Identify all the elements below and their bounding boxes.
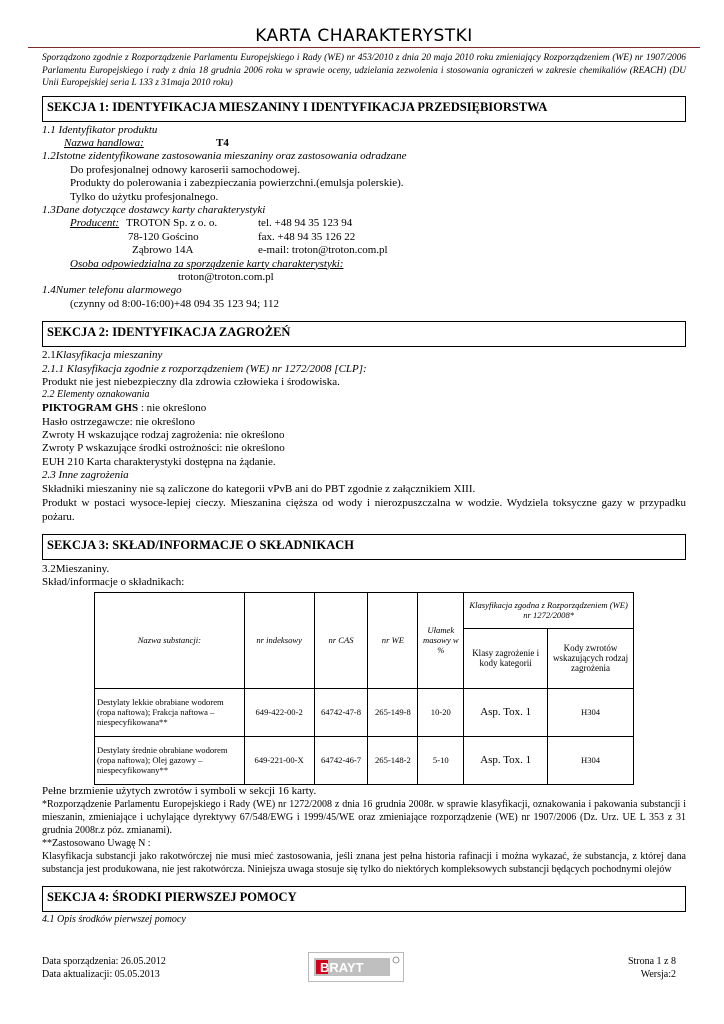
- col-classification: Klasyfikacja zgodna z Rozporządzeniem (WE) nr 1272/2008*: [464, 592, 634, 628]
- s2-euh: EUH 210 Karta charakterystyki dostępna na żądanie.: [42, 455, 276, 468]
- col-mass-fraction: Ułamek masowy w %: [418, 592, 464, 688]
- producer-name: TROTON Sp. z o. o.: [126, 217, 218, 230]
- s1-city-row: [42, 231, 686, 244]
- col-hazard-class: Klasy zagrożenie i kody kategorii: [464, 628, 548, 688]
- table-header-row: [95, 592, 634, 628]
- substance-class: Asp. Tox. 1: [464, 688, 548, 736]
- s2-labelling-heading: 2.2 Elementy oznakowania: [42, 389, 150, 401]
- s1-emergency-heading: 1.4Numer telefonu alarmowego: [42, 284, 182, 297]
- substances-table: [94, 592, 634, 785]
- s2-pictogram-row: [42, 402, 686, 415]
- s3-footnote-1: *Rozporządzenie Parlamentu Europejskiego i Rady (WE) nr 1272/2008 z dnia 16 grudnia 2008r. w sprawie klasyfikacji, oznakowania i pakowania substancji i mieszanin, zmieniające i uchylające dyrektywy 67/548/EWG i 1999/45/WE oraz zmieniające rozporządzenie (WE) nr 1907/2006 (Dz. Urz. UE L 353 z 31 grudnia 2008r.z póz. zmianami).: [42, 799, 686, 837]
- s1-street-row: [42, 244, 686, 257]
- title-divider: [28, 47, 700, 48]
- document-title: KARTA CHARAKTERYSTKI: [255, 26, 473, 46]
- s1-producer-row: [42, 217, 686, 230]
- footer-page-info: [628, 955, 676, 981]
- s2-other-hazards-heading: 2.3 Inne zagrożenia: [42, 469, 129, 482]
- substance-fraction: 5-10: [418, 736, 464, 784]
- substance-code: H304: [548, 688, 634, 736]
- section-1-header: SEKCJA 1: IDENTYFIKACJA MIESZANINY I IDENTYFIKACJA PRZEDSIĘBIORSTWA: [42, 96, 686, 122]
- producer-email: e-mail: troton@troton.com.pl: [258, 244, 388, 257]
- col-index-number: nr indeksowy: [244, 592, 314, 688]
- s2-classification-heading: [42, 349, 686, 362]
- s3-footnote-2: **Zastosowano Uwagę N :: [42, 838, 151, 850]
- s2-other-1: Składniki mieszaniny nie są zaliczone do kategorii vPvB ani do PBT zgodnie z załącznikiem XIII.: [42, 482, 476, 495]
- pictogram-label: PIKTOGRAM GHS: [42, 402, 139, 415]
- s1-identifier-heading: 1.1 Identyfikator produktu: [42, 123, 158, 136]
- s3-footnote-3: Klasyfikacja substancji jako rakotwórczej nie musi mieć zastosowania, jeśli znana jest pełna historia rafinacji i można wykazać, że substancja, z której dana substancja jest produkowana, nie jest rakotwórcza. Niniejsza uwaga stosuje się tylko do niektórych kompleksowych substancji będących pochodnymi olejów: [42, 851, 686, 876]
- s3-mixtures-heading: 3.2Mieszaniny.: [42, 563, 110, 576]
- responsible-person-label: Osoba odpowiedzialna za sporządzenie karty charakterystyki:: [70, 257, 344, 270]
- substance-index: 649-221-00-X: [244, 736, 314, 784]
- trade-name-value: T4: [216, 136, 229, 149]
- s1-uses-heading: 1.2Istotne zidentyfikowane zastosowania mieszaniny oraz zastosowania odradzane: [42, 150, 407, 163]
- substance-index: 649-422-00-2: [244, 688, 314, 736]
- date-created: Data sporządzenia: 26.05.2012: [42, 956, 166, 967]
- s2-other-2: Produkt w postaci wysoce-lepiej cieczy. Mieszanina cięższa od wody i nierozpuszczalna w wodzie. Wydziela toksyczne gazy w przypadku pożaru.: [42, 497, 686, 524]
- s1-supplier-heading: 1.3Dane dotyczące dostawcy karty charakterystyki: [42, 203, 266, 216]
- s3-full-text-note: Pełne brzmienie użytych zwrotów i symboli w sekcji 16 karty.: [42, 784, 317, 797]
- substance-we: 265-148-2: [368, 736, 418, 784]
- substance-name: Destylaty średnie obrabiane wodorem (ropa naftowa); Olej gazowy – niespecyfikowany**: [95, 736, 245, 784]
- col-hazard-codes: Kody zwrotów wskazujących rodzaj zagrożenia: [548, 628, 634, 688]
- producer-fax: fax. +48 94 35 126 22: [258, 230, 356, 243]
- trade-name-label: Nazwa handlowa:: [64, 136, 144, 149]
- section-2-header: SEKCJA 2: IDENTYFIKACJA ZAGROŻEŃ: [42, 321, 686, 347]
- s2-h-phrases: Zwroty H wskazujące rodzaj zagrożenia: nie określono: [42, 429, 285, 442]
- brayt-logo: [308, 952, 404, 982]
- s3-composition-heading: Skład/informacje o składnikach:: [42, 576, 185, 589]
- date-updated: Data aktualizacji: 05.05.2013: [42, 969, 160, 980]
- substance-class: Asp. Tox. 1: [464, 736, 548, 784]
- s2-p-phrases: Zwroty P wskazujące środki ostrożności: nie określono: [42, 442, 285, 455]
- s1-use-3: Tylko do użytku profesjonalnego.: [70, 190, 219, 203]
- substance-cas: 64742-46-7: [314, 736, 368, 784]
- substance-cas: 64742-47-8: [314, 688, 368, 736]
- col-we-number: nr WE: [368, 592, 418, 688]
- document-version: Wersja:2: [640, 969, 676, 980]
- producer-city: 78-120 Gościno: [128, 230, 199, 243]
- s4-first-aid-heading: 4.1 Opis środków pierwszej pomocy: [42, 914, 186, 926]
- intro-paragraph: Sporządzono zgodnie z Rozporządzenie Parlamentu Europejskiego i Rady (WE) nr 453/2010 z dnia 20 maja 2010 roku zmieniający Rozporządzeniem (WE) nr 1907/2006 Parlamentu Europejskiego i rady z dnia 18 grudnia 2006 roku w sprawie oceny, udzielania zezwolenia i stosowania ograniczeń w zakresie chemikaliów (REACH) (DU Unii Europejskiej seria L 133 z 31maja 2010 roku): [42, 53, 686, 88]
- s2-clp-heading: 2.1.1 Klasyfikacja zgodnie z rozporządzeniem (WE) nr 1272/2008 [CLP]:: [42, 362, 367, 375]
- footer-dates: [42, 955, 166, 981]
- s2-not-hazardous: Produkt nie jest niebezpieczny dla zdrowia człowieka i środowiska.: [42, 376, 340, 388]
- section-3-header: SEKCJA 3: SKŁAD/INFORMACJE O SKŁADNIKACH: [42, 534, 686, 560]
- s1-use-1: Do profesjonalnej odnowy karoserii samochodowej.: [70, 163, 301, 176]
- col-cas-number: nr CAS: [314, 592, 368, 688]
- s2-signal-word: Hasło ostrzegawcze: nie określono: [42, 415, 196, 428]
- section-4-header: SEKCJA 4: ŚRODKI PIERWSZEJ POMOCY: [42, 886, 686, 912]
- logo-text: BRAYT: [320, 960, 364, 975]
- s2-21-number: 2.1: [42, 349, 56, 362]
- producer-label: Producent:: [70, 217, 120, 230]
- s1-emergency-number: (czynny od 8:00-16:00)+48 094 35 123 94; 112: [70, 297, 279, 310]
- s2-21-label: Klasyfikacja mieszaniny: [55, 349, 163, 362]
- s1-use-2: Produkty do polerowania i zabezpieczania powierzchni.(emulsja polerskie).: [70, 177, 404, 190]
- substance-fraction: 10-20: [418, 688, 464, 736]
- producer-tel: tel. +48 94 35 123 94: [258, 217, 353, 230]
- producer-street: Ząbrowo 14A: [132, 244, 194, 257]
- pictogram-value: : nie określono: [138, 402, 207, 415]
- s1-trade-name-row: [42, 137, 686, 150]
- col-substance-name: Nazwa substancji:: [95, 592, 245, 688]
- substance-name: Destylaty lekkie obrabiane wodorem (ropa naftowa); Frakcja naftowa – niespecyfikowana**: [95, 688, 245, 736]
- document-page: [42, 26, 686, 927]
- table-row: [95, 688, 634, 736]
- responsible-person-email: troton@troton.com.pl: [178, 270, 274, 283]
- substance-we: 265-149-8: [368, 688, 418, 736]
- page-number: Strona 1 z 8: [627, 956, 676, 967]
- substance-code: H304: [548, 736, 634, 784]
- table-row: [95, 736, 634, 784]
